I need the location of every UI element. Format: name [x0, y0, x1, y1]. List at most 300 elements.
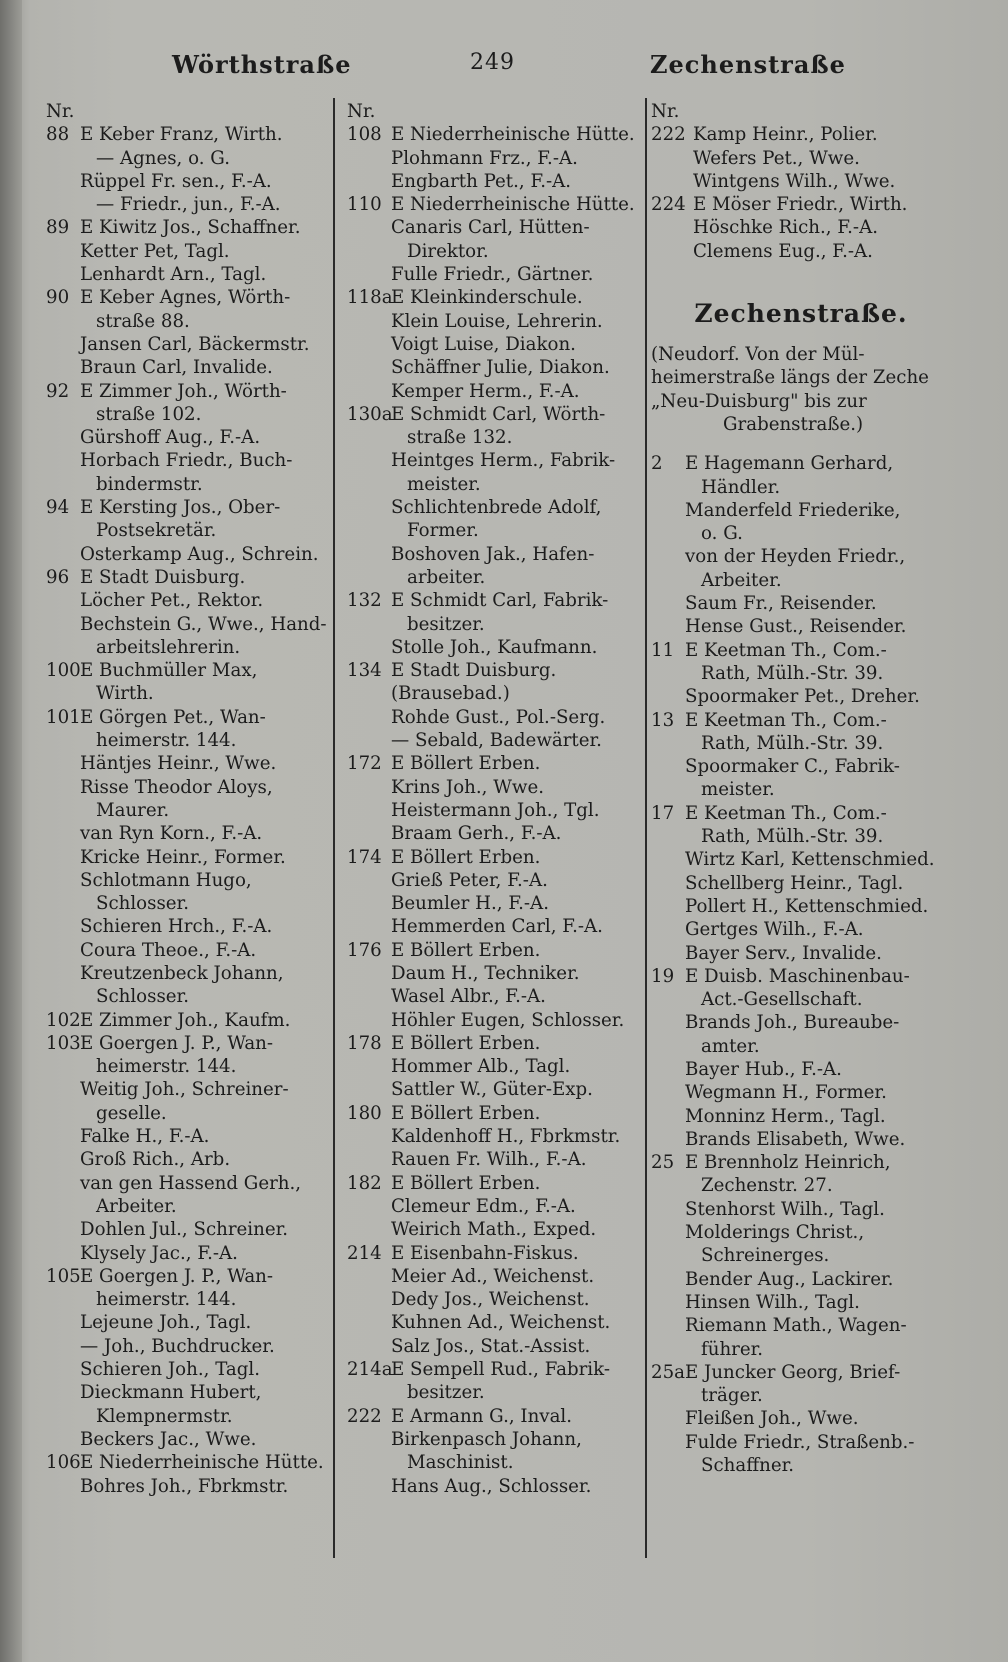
- entry-line: [651, 1128, 951, 1151]
- section-description-line: (Neudorf. Von der Mül-: [651, 344, 865, 366]
- entry-text: Hemmerden Carl, F.-A.: [391, 916, 603, 938]
- entry-line: [651, 1198, 951, 1221]
- entry-line: [347, 496, 643, 519]
- entry-text: Hans Aug., Schlosser.: [391, 1475, 592, 1497]
- entry-line: [46, 380, 342, 403]
- entry-text: Schieren Joh., Tagl.: [80, 1359, 260, 1381]
- entry-text: Plohmann Frz., F.-A.: [391, 147, 578, 169]
- entry-text: E Keetman Th., Com.-: [685, 639, 887, 661]
- entry-text: Horbach Friedr., Buch-: [80, 450, 293, 472]
- entry-text: Spoormaker Pet., Dreher.: [685, 686, 920, 708]
- entry-text: Kreutzenbeck Johann,: [80, 962, 284, 984]
- entry-line: [46, 706, 342, 729]
- house-number: 96: [46, 566, 70, 588]
- entry-text: E Görgen Pet., Wan-: [80, 706, 266, 728]
- entry-line: [347, 1218, 643, 1241]
- entry-text: — Sebald, Badewärter.: [391, 730, 602, 752]
- entry-text: Heintges Herm., Fabrik-: [391, 450, 616, 472]
- entry-text: Krins Joh., Wwe.: [391, 776, 545, 798]
- entry-line: [347, 729, 643, 752]
- entry-text: Nr.: [651, 101, 680, 122]
- entry-line: [46, 356, 342, 379]
- house-number: 13: [651, 709, 675, 731]
- entry-text: Nr.: [347, 101, 376, 122]
- entry-line: [46, 1428, 342, 1451]
- entry-line: [651, 1431, 951, 1454]
- entry-text: E Kleinkinderschule.: [391, 287, 583, 309]
- entry-line: [347, 356, 643, 379]
- house-number: 17: [651, 802, 675, 824]
- entry-line: [347, 170, 643, 193]
- entry-text: Höschke Rich., F.-A.: [693, 217, 878, 239]
- entry-line: [46, 1451, 342, 1474]
- entry-line: [651, 732, 951, 755]
- entry-text: Risse Theodor Aloys,: [80, 776, 273, 798]
- entry-line: [347, 449, 643, 472]
- entry-text: Former.: [407, 520, 479, 542]
- entry-line: [347, 915, 643, 938]
- section-gap: [651, 263, 951, 281]
- entry-line: [46, 147, 342, 170]
- entry-text: E Keetman Th., Com.-: [685, 802, 887, 824]
- section-description-line: heimerstraße längs der Zeche: [651, 367, 929, 389]
- entry-line: [651, 639, 951, 662]
- section-description-line: „Neu-Duisburg" bis zur: [651, 390, 867, 412]
- entry-text: E Stadt Duisburg.: [391, 660, 557, 682]
- entry-text: Weirich Math., Exped.: [391, 1219, 597, 1241]
- entry-line: [347, 1102, 643, 1125]
- entry-line: [651, 662, 951, 685]
- entry-text: Maschinist.: [407, 1452, 514, 1474]
- header-left-street: Wörthstraße: [172, 50, 352, 79]
- entry-text: Maurer.: [96, 799, 170, 821]
- entry-text: — Joh., Buchdrucker.: [80, 1335, 275, 1357]
- entry-line: [46, 1102, 342, 1125]
- entry-text: E Hagemann Gerhard,: [685, 453, 894, 475]
- entry-line: [46, 1265, 342, 1288]
- entry-text: Gertges Wilh., F.-A.: [685, 919, 864, 941]
- entry-line: [46, 193, 342, 216]
- entry-line: [46, 659, 342, 682]
- entry-line: [46, 589, 342, 612]
- entry-text: Weitig Joh., Schreiner-: [80, 1079, 289, 1101]
- entry-line: [347, 1148, 643, 1171]
- entry-text: besitzer.: [407, 1382, 485, 1404]
- entry-text: führer.: [701, 1338, 764, 1360]
- entry-text: Bayer Serv., Invalide.: [685, 942, 882, 964]
- entry-line: [347, 1428, 643, 1451]
- entry-line: [651, 1081, 951, 1104]
- entry-line: [46, 939, 342, 962]
- entry-text: E Sempell Rud., Fabrik-: [391, 1359, 610, 1381]
- entry-line: [347, 939, 643, 962]
- entry-text: Kamp Heinr., Polier.: [693, 124, 878, 146]
- entry-text: Kemper Herm., F.-A.: [391, 380, 580, 402]
- house-number: 214: [347, 1242, 382, 1264]
- column-2-worthstrasse: [347, 100, 643, 1498]
- entry-line: [347, 1078, 643, 1101]
- entry-line: [46, 1242, 342, 1265]
- entry-line: [347, 1475, 643, 1498]
- entry-text: van gen Hassend Gerh.,: [80, 1172, 302, 1194]
- house-number: 110: [347, 194, 382, 216]
- house-number: 25: [651, 1152, 675, 1174]
- entry-line: [46, 636, 342, 659]
- entry-line: [46, 310, 342, 333]
- entry-line: [651, 1244, 951, 1267]
- entry-text: van Ryn Korn., F.-A.: [80, 823, 263, 845]
- entry-text: Hommer Alb., Tagl.: [391, 1056, 571, 1078]
- entry-line: [347, 333, 643, 356]
- house-number: 92: [46, 380, 70, 402]
- entry-text: Löcher Pet., Rektor.: [80, 590, 264, 612]
- entry-text: E Eisenbahn-Fiskus.: [391, 1242, 579, 1264]
- entry-line: [347, 1009, 643, 1032]
- entry-line: [651, 802, 951, 825]
- entry-line: [651, 778, 951, 801]
- entry-text: — Friedr., jun., F.-A.: [96, 194, 281, 216]
- entry-line: [347, 1242, 643, 1265]
- entry-text: E Duisb. Maschinenbau-: [685, 965, 910, 987]
- entry-line: [651, 1011, 951, 1034]
- entry-line: [46, 240, 342, 263]
- entry-line: [651, 193, 951, 216]
- entry-text: Stolle Joh., Kaufmann.: [391, 636, 598, 658]
- entry-text: Dieckmann Hubert,: [80, 1382, 262, 1404]
- entry-line: [347, 286, 643, 309]
- entry-text: Schlichtenbrede Adolf,: [391, 497, 602, 519]
- entry-line: [347, 1125, 643, 1148]
- entry-text: amter.: [701, 1035, 760, 1057]
- entry-line: [46, 1055, 342, 1078]
- entry-line: [46, 799, 342, 822]
- house-number: 134: [347, 660, 382, 682]
- entry-text: Grieß Peter, F.-A.: [391, 869, 548, 891]
- entry-line: [46, 682, 342, 705]
- entry-text: (Brausebad.): [391, 683, 510, 705]
- entry-line: [46, 962, 342, 985]
- entry-text: Brands Elisabeth, Wwe.: [685, 1128, 906, 1150]
- entry-text: meister.: [407, 473, 481, 495]
- entry-text: Heistermann Joh., Tgl.: [391, 799, 600, 821]
- entry-text: E Kersting Jos., Ober-: [80, 497, 281, 519]
- entry-text: Klein Louise, Lehrerin.: [391, 310, 603, 332]
- house-number: 174: [347, 846, 382, 868]
- entry-text: Braam Gerh., F.-A.: [391, 823, 562, 845]
- column-divider-right: [645, 98, 647, 1558]
- house-number: 88: [46, 124, 70, 146]
- entry-text: Bohres Joh., Fbrkmstr.: [80, 1475, 289, 1497]
- entry-line: [347, 1055, 643, 1078]
- entry-line: [651, 755, 951, 778]
- section-title: Zechenstraße.: [694, 299, 908, 329]
- entry-line: [46, 100, 342, 123]
- section-description: [651, 343, 951, 436]
- entry-text: Rath, Mülh.-Str. 39.: [701, 732, 884, 754]
- entry-line: [651, 1174, 951, 1197]
- entry-line: [347, 962, 643, 985]
- entry-line: [651, 240, 951, 263]
- house-number: 118a: [347, 287, 393, 309]
- entry-text: Rüppel Fr. sen., F.-A.: [80, 170, 272, 192]
- entry-text: Arbeiter.: [701, 569, 782, 591]
- entry-text: Fleißen Joh., Wwe.: [685, 1408, 859, 1430]
- entry-text: Bechstein G., Wwe., Hand-: [80, 613, 327, 635]
- house-number: 130a: [347, 403, 393, 425]
- entry-line: [347, 1381, 643, 1404]
- entry-line: [46, 776, 342, 799]
- entry-text: E Böllert Erben.: [391, 846, 541, 868]
- entry-line: [46, 846, 342, 869]
- entry-text: von der Heyden Friedr.,: [685, 546, 906, 568]
- entry-line: [46, 869, 342, 892]
- entry-line: [347, 776, 643, 799]
- entry-line: [651, 825, 951, 848]
- entry-text: Coura Theoe., F.-A.: [80, 939, 257, 961]
- entry-text: E Stadt Duisburg.: [80, 566, 246, 588]
- entry-text: Lejeune Joh., Tagl.: [80, 1312, 252, 1334]
- entry-line: [347, 1405, 643, 1428]
- house-number: 100: [46, 660, 81, 682]
- entry-text: Kricke Heinr., Former.: [80, 846, 286, 868]
- entry-text: Wirtz Karl, Kettenschmied.: [685, 849, 935, 871]
- entry-text: Lenhardt Arn., Tagl.: [80, 264, 267, 286]
- entry-line: [651, 1338, 951, 1361]
- entry-text: E Buchmüller Max,: [80, 660, 258, 682]
- entry-text: — Agnes, o. G.: [96, 147, 230, 169]
- entry-line: [46, 403, 342, 426]
- entry-line: [651, 942, 951, 965]
- entry-line: [46, 892, 342, 915]
- entry-line: [46, 1125, 342, 1148]
- entry-line: [347, 706, 643, 729]
- entry-text: Wirth.: [96, 683, 154, 705]
- entry-text: arbeiter.: [407, 566, 486, 588]
- entry-line: [46, 1009, 342, 1032]
- entry-line: [347, 216, 643, 239]
- entry-text: Bayer Hub., F.-A.: [685, 1058, 842, 1080]
- entry-text: E Kiwitz Jos., Schaffner.: [80, 217, 301, 239]
- house-number: 11: [651, 639, 675, 661]
- entry-text: Ketter Pet, Tagl.: [80, 240, 230, 262]
- entry-line: [46, 1078, 342, 1101]
- entry-line: [651, 216, 951, 239]
- entry-line: [651, 1151, 951, 1174]
- entry-line: [46, 1195, 342, 1218]
- entry-line: [347, 636, 643, 659]
- house-number: 180: [347, 1102, 382, 1124]
- entry-line: [347, 1032, 643, 1055]
- house-number: 103: [46, 1032, 81, 1054]
- entry-text: E Keetman Th., Com.-: [685, 709, 887, 731]
- entry-line: [347, 100, 643, 123]
- entry-line: [46, 543, 342, 566]
- entry-line: [347, 892, 643, 915]
- entry-line: [651, 170, 951, 193]
- entry-text: heimerstr. 144.: [96, 1289, 237, 1311]
- entry-line: [651, 592, 951, 615]
- entry-text: Engbarth Pet., F.-A.: [391, 170, 572, 192]
- entry-line: [347, 1451, 643, 1474]
- entry-line: [46, 216, 342, 239]
- entry-line: [46, 752, 342, 775]
- entry-line: [347, 426, 643, 449]
- page-number: 249: [470, 50, 515, 75]
- entry-line: [46, 473, 342, 496]
- entry-line: [651, 569, 951, 592]
- entry-line: [651, 1384, 951, 1407]
- entry-line: [46, 1358, 342, 1381]
- house-number: 214a: [347, 1359, 393, 1381]
- entry-line: [651, 709, 951, 732]
- entry-text: E Keber Agnes, Wörth-: [80, 287, 291, 309]
- entry-line: [651, 452, 951, 475]
- entry-text: Schreinerges.: [701, 1245, 830, 1267]
- entry-text: Postsekretär.: [96, 520, 217, 542]
- entry-line: [651, 100, 951, 123]
- entry-text: Schlosser.: [96, 986, 190, 1008]
- entry-text: Boshoven Jak., Hafen-: [391, 543, 595, 565]
- entry-line: [651, 1314, 951, 1337]
- entry-text: Jansen Carl, Bäckermstr.: [80, 333, 310, 355]
- entry-line: [46, 333, 342, 356]
- entry-text: Kaldenhoff H., Fbrkmstr.: [391, 1126, 621, 1148]
- entry-text: Monninz Herm., Tagl.: [685, 1105, 886, 1127]
- entry-text: E Schmidt Carl, Wörth-: [391, 403, 606, 425]
- entry-line: [347, 1265, 643, 1288]
- entry-text: E Niederrheinische Hütte.: [391, 194, 635, 216]
- entry-text: Hense Gust., Reisender.: [685, 616, 907, 638]
- entry-line: [46, 1288, 342, 1311]
- entry-text: Nr.: [46, 101, 75, 122]
- entry-text: E Böllert Erben.: [391, 939, 541, 961]
- house-number: 178: [347, 1032, 382, 1054]
- entry-text: Fulle Friedr., Gärtner.: [391, 264, 594, 286]
- entry-text: Schellberg Heinr., Tagl.: [685, 872, 904, 894]
- entry-line: [651, 615, 951, 638]
- house-number: 102: [46, 1009, 81, 1031]
- entry-text: E Möser Friedr., Wirth.: [693, 194, 908, 216]
- entry-line: [651, 522, 951, 545]
- entry-line: [651, 147, 951, 170]
- entry-text: Schlosser.: [96, 893, 190, 915]
- entry-line: [347, 752, 643, 775]
- house-number: 222: [347, 1405, 382, 1427]
- entry-text: Händler.: [701, 476, 781, 498]
- entry-line: [347, 310, 643, 333]
- entry-text: E Goergen J. P., Wan-: [80, 1265, 274, 1287]
- entry-line: [651, 1454, 951, 1477]
- entry-text: Act.-Gesellschaft.: [701, 989, 863, 1011]
- entry-text: Bender Aug., Lackirer.: [685, 1268, 894, 1290]
- entry-line: [347, 240, 643, 263]
- house-number: 182: [347, 1172, 382, 1194]
- entry-text: Gürshoff Aug., F.-A.: [80, 427, 261, 449]
- entry-text: Kuhnen Ad., Weichenst.: [391, 1312, 611, 1334]
- entry-line: [651, 918, 951, 941]
- entry-text: Höhler Eugen, Schlosser.: [391, 1009, 625, 1031]
- entry-line: [347, 193, 643, 216]
- entry-text: E Niederrheinische Hütte.: [391, 124, 635, 146]
- entry-text: Schaffner.: [701, 1455, 795, 1477]
- house-number: 224: [651, 194, 686, 216]
- entry-text: Arbeiter.: [96, 1195, 177, 1217]
- entry-text: Klysely Jac., F.-A.: [80, 1242, 238, 1264]
- entry-line: [651, 1105, 951, 1128]
- house-number: 105: [46, 1265, 81, 1287]
- entry-line: [651, 499, 951, 522]
- entry-line: [46, 1172, 342, 1195]
- entry-text: meister.: [701, 779, 775, 801]
- entry-text: E Zimmer Joh., Wörth-: [80, 380, 287, 402]
- entry-text: Birkenpasch Johann,: [391, 1428, 582, 1450]
- entry-text: Rath, Mülh.-Str. 39.: [701, 826, 884, 848]
- entry-text: Dohlen Jul., Schreiner.: [80, 1219, 289, 1241]
- entry-text: Brands Joh., Bureaube-: [685, 1012, 900, 1034]
- column-1-worthstrasse: [46, 100, 342, 1498]
- entry-line: [651, 123, 951, 146]
- entry-text: Klempnermstr.: [96, 1405, 233, 1427]
- entry-line: [46, 170, 342, 193]
- entry-text: Riemann Math., Wagen-: [685, 1315, 907, 1337]
- house-number: 108: [347, 124, 382, 146]
- entry-text: Sattler W., Güter-Exp.: [391, 1079, 593, 1101]
- book-spine-shadow: [0, 0, 22, 1662]
- entry-line: [651, 1221, 951, 1244]
- entry-text: E Böllert Erben.: [391, 1102, 541, 1124]
- entry-text: E Juncker Georg, Brief-: [685, 1361, 901, 1383]
- entry-text: straße 102.: [96, 403, 202, 425]
- entry-text: Schäffner Julie, Diakon.: [391, 357, 610, 379]
- entry-line: [347, 846, 643, 869]
- entry-line: [46, 123, 342, 146]
- house-number: 19: [651, 965, 675, 987]
- entry-text: träger.: [701, 1385, 763, 1407]
- entry-line: [347, 473, 643, 496]
- entry-text: Beumler H., F.-A.: [391, 893, 549, 915]
- entry-line: [347, 659, 643, 682]
- entry-line: [46, 519, 342, 542]
- entry-text: Wasel Albr., F.-A.: [391, 986, 546, 1008]
- entry-text: Häntjes Heinr., Wwe.: [80, 753, 277, 775]
- entry-text: Schieren Hrch., F.-A.: [80, 916, 273, 938]
- section-description-line: Grabenstraße.): [723, 413, 864, 435]
- entry-text: Wefers Pet., Wwe.: [693, 147, 860, 169]
- entry-text: Stenhorst Wilh., Tagl.: [685, 1198, 885, 1220]
- entry-text: Meier Ad., Weichenst.: [391, 1265, 595, 1287]
- entry-text: Osterkamp Aug., Schrein.: [80, 543, 319, 565]
- entry-line: [46, 426, 342, 449]
- entry-text: Rath, Mülh.-Str. 39.: [701, 662, 884, 684]
- entry-line: [46, 1381, 342, 1404]
- entry-line: [347, 613, 643, 636]
- entry-text: Schlotmann Hugo,: [80, 869, 252, 891]
- entry-line: [347, 682, 643, 705]
- entry-text: Daum H., Techniker.: [391, 962, 580, 984]
- entry-line: [347, 1358, 643, 1381]
- entry-text: Saum Fr., Reisender.: [685, 593, 877, 615]
- entry-line: [46, 1475, 342, 1498]
- entry-line: [347, 822, 643, 845]
- entry-line: [347, 543, 643, 566]
- entry-text: Clemens Eug., F.-A.: [693, 240, 873, 262]
- entry-line: [651, 1291, 951, 1314]
- entry-line: [347, 1311, 643, 1334]
- entry-line: [46, 915, 342, 938]
- entry-text: E Brennholz Heinrich,: [685, 1152, 891, 1174]
- entry-text: E Böllert Erben.: [391, 753, 541, 775]
- entry-line: [347, 519, 643, 542]
